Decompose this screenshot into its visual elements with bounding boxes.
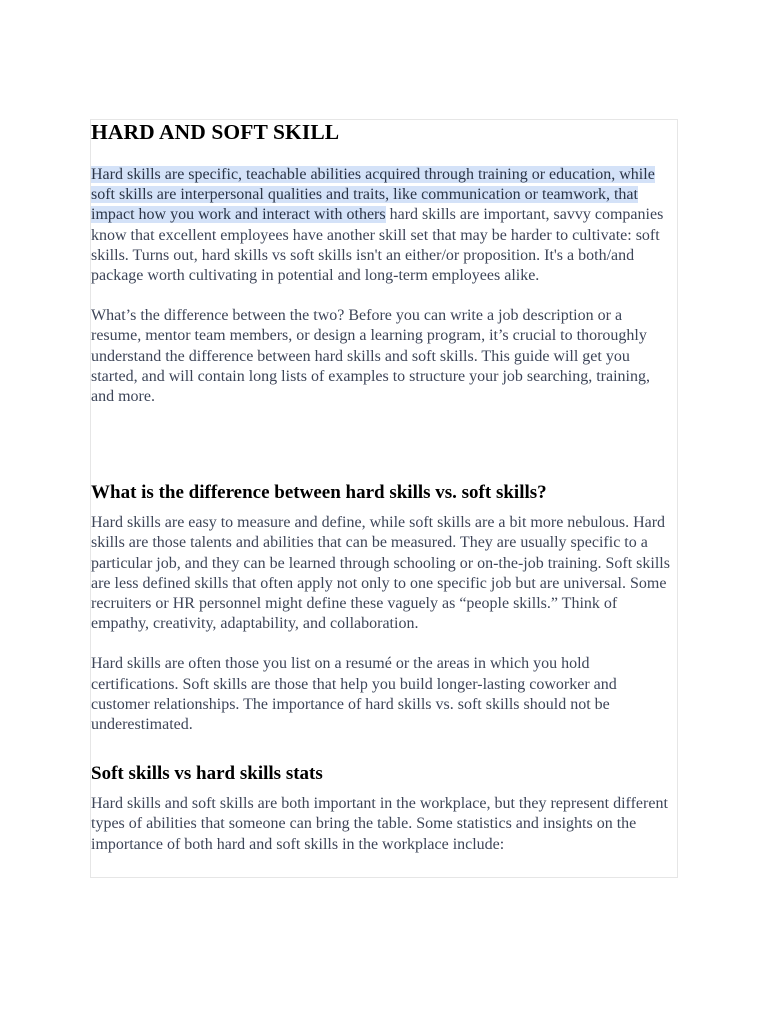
- difference-paragraph-1: Hard skills are easy to measure and define, while soft skills are a bit more nebulous. Hard skills are those talents and abilities that can be measured. They are usually specific to a particular job, and they can be learned through schooling or on-the-job training. Soft skills are less defined skills that often apply not only to one specific job but are universal. Some recruiters or HR personnel might define these vaguely as “people skills.” Think of empathy, creativity, adaptability, and collaboration.: [91, 514, 670, 633]
- selected-text-highlight[interactable]: Hard skills are specific, teachable abilities acquired through training or education, while soft skills are interpersonal qualities and traits, like communication or teamwork, that impact how you work and interact with others: [91, 166, 655, 224]
- section-heading-difference: What is the difference between hard skills vs. soft skills?: [91, 482, 547, 504]
- document-content[interactable]: [91, 119, 675, 855]
- stats-paragraph-1: Hard skills and soft skills are both important in the workplace, but they represent different types of abilities that someone can bring the table. Some statistics and insights on the importance of both hard and soft skills in the workplace include:: [91, 795, 668, 853]
- difference-paragraph-2: Hard skills are often those you list on a resumé or the areas in which you hold certifications. Soft skills are those that help you build longer-lasting coworker and customer relationships. The importance of hard skills vs. soft skills should not be underestimated.: [91, 655, 617, 734]
- difference-intro-paragraph: What’s the difference between the two? Before you can write a job description or a resume, mentor team members, or design a learning program, it’s crucial to thoroughly understand the difference between hard skills and soft skills. This guide will get you started, and will contain long lists of examples to structure your job searching, training, and more.: [91, 307, 650, 406]
- document-title: HARD AND SOFT SKILL: [91, 120, 340, 144]
- intro-paragraph-rest: hard skills are important, savvy companies know that excellent employees have another skill set that may be harder to cultivate: soft skills. Turns out, hard skills vs soft skills isn't an either/or proposition. It's a both/and package worth cultivating in potential and long-term employees alike.: [91, 206, 664, 285]
- intro-paragraph: [91, 165, 675, 286]
- section-heading-stats: Soft skills vs hard skills stats: [91, 763, 323, 785]
